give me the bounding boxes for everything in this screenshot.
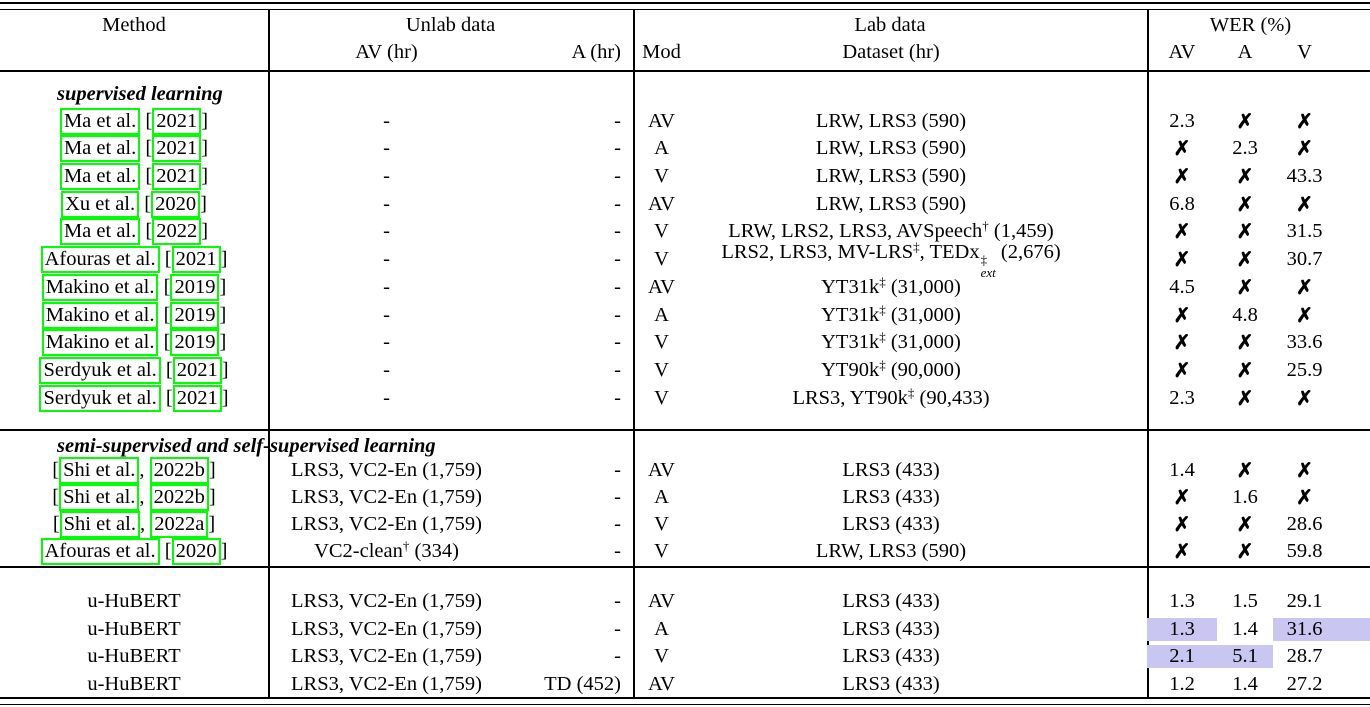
cell-modality: AV [648,673,675,696]
citation-link[interactable]: 2022b [150,457,209,484]
header-group-row [0,12,1370,39]
cell-wer-a: ✗ [1236,249,1254,272]
cell-dataset: LRS3 (433) [842,590,940,613]
cell-modality: AV [648,590,675,613]
cell-unlab-av-hours: - [383,165,390,188]
cell-wer-av: 1.2 [1169,673,1195,696]
cell-dataset: LRS3 (433) [842,645,940,668]
cell-wer-av: 1.4 [1169,459,1195,481]
cell-method: Makino et al. [ 2019 ] [0,329,268,356]
cell-wer-v: 43.3 [1286,165,1323,188]
cell-modality: V [654,513,669,535]
cell-unlab-a-hours: - [614,513,621,535]
cell-wer-v-highlighted: 31.6 [1273,618,1370,641]
section-rule-1 [0,429,1370,431]
table-row [0,238,1370,280]
header-a-hr: A (hr) [571,41,621,63]
cell-modality: AV [648,459,675,481]
table-row [0,538,1370,565]
cell-wer-a: ✗ [1236,541,1254,563]
superscript-marker: ‡ [913,238,920,254]
cell-dataset: LRW, LRS3 (590) [815,137,967,160]
cell-wer-a: ✗ [1236,514,1254,536]
table-row [0,671,1370,699]
table-row [0,135,1370,163]
header-unlab-data: Unlab data [405,14,496,36]
table-row [0,484,1370,511]
section-rule-2 [0,566,1370,568]
sup-sub-annotation: ‡ ext [980,251,996,280]
citation-link[interactable]: Makino et al. [42,302,159,329]
citation-link[interactable]: 2021 [172,246,221,273]
citation-link[interactable]: 2022b [150,484,209,511]
cell-wer-av: ✗ [1173,249,1191,272]
cell-method: Serdyuk et al. [ 2021 ] [0,385,268,412]
cell-unlab-a-hours: - [614,248,621,271]
cell-unlab-av-hours: LRS3, VC2-En (1,759) [291,513,482,535]
cell-wer-v: 28.6 [1286,513,1323,535]
table-row [0,588,1370,616]
citation-link[interactable]: Ma et al. [60,135,140,162]
cell-dataset: YT31k‡ (31,000) [821,329,961,354]
cell-modality: AV [648,275,675,298]
citation-link[interactable]: 2019 [170,302,219,329]
citation-link[interactable]: Ma et al. [60,108,140,135]
citation-link[interactable]: 2021 [152,163,201,190]
cell-method: u-HuBERT [87,590,181,613]
section-title: supervised learning [57,83,223,105]
citation-link[interactable]: Serdyuk et al. [39,385,160,412]
cell-wer-av: ✗ [1173,514,1191,536]
citation-link[interactable]: 2021 [152,108,201,135]
section-title: semi-supervised and self-supervised learning [57,435,436,457]
cell-modality: V [654,386,669,409]
cell-dataset: YT90k‡ (90,000) [821,356,961,381]
cell-wer-a: ✗ [1236,332,1254,355]
citation-link[interactable]: Shi et al. [59,484,139,511]
cell-wer-av: 1.3 [1169,590,1195,613]
cell-modality: V [654,358,669,381]
cell-method: Afouras et al. [ 2021 ] [0,246,268,273]
cell-unlab-av-hours: LRS3, VC2-En (1,759) [291,673,482,696]
cell-modality: AV [648,192,675,215]
cell-unlab-a-hours: - [614,617,621,640]
superscript-marker: † [402,538,410,553]
cell-wer-av: ✗ [1173,166,1191,189]
header-av-hr: AV (hr) [355,41,418,63]
cell-wer-av-highlighted: 1.3 [1147,618,1217,641]
cell-unlab-a-hours: - [614,358,621,381]
cell-unlab-a-hours: - [614,165,621,188]
cell-dataset: YT31k‡ (31,000) [821,301,961,326]
cell-unlab-av-hours: - [383,248,390,271]
cell-method: [ Shi et al. , 2022b ] [0,457,268,484]
table-row [0,107,1370,135]
cell-modality: A [654,617,669,640]
cell-modality: V [654,331,669,354]
table-row [0,616,1370,644]
citation-link[interactable]: Shi et al. [60,511,140,538]
table-row [0,511,1370,538]
cell-wer-av: ✗ [1173,304,1191,327]
cell-wer-av: ✗ [1173,332,1191,355]
header-mod: Mod [642,41,681,63]
cell-wer-av: ✗ [1173,487,1191,509]
cell-wer-a: 1.6 [1232,486,1258,508]
top-rule-1 [0,2,1370,4]
citation-link[interactable]: 2021 [173,385,222,412]
cell-unlab-a-hours: - [614,220,621,243]
cell-wer-a: ✗ [1236,359,1254,382]
cell-wer-a: ✗ [1236,387,1254,410]
cell-wer-a: ✗ [1236,110,1254,133]
cell-wer-a: ✗ [1236,221,1254,244]
cell-wer-av: ✗ [1173,541,1191,563]
cell-modality: V [654,220,669,243]
cell-unlab-av-hours: - [383,275,390,298]
header-columns-row [0,39,1370,66]
cell-method: Makino et al. [ 2019 ] [0,274,268,301]
cell-method: Xu et al. [ 2020 ] [0,191,268,218]
table-row [0,301,1370,329]
cell-method: Afouras et al. [ 2020 ] [0,538,268,565]
cell-wer-v: ✗ [1296,276,1313,299]
cell-wer-av: 4.5 [1169,275,1195,298]
cell-wer-v: ✗ [1296,193,1313,216]
cell-wer-a: 1.4 [1232,617,1258,640]
header-rule [0,70,1370,72]
cell-modality: V [654,540,669,562]
cell-method: [ Shi et al. , 2022a ] [0,511,268,538]
cell-wer-v: ✗ [1296,138,1313,161]
cell-method: Ma et al. [ 2021 ] [0,135,268,162]
table-row [0,274,1370,302]
cell-dataset: LRS3, YT90k‡ (90,433) [792,384,990,409]
table-row [0,163,1370,191]
cell-unlab-av-hours: - [383,220,390,243]
cell-dataset: LRS3 (433) [842,459,940,481]
table-row [0,357,1370,385]
cell-wer-av: ✗ [1173,359,1191,382]
cell-unlab-av-hours: - [383,386,390,409]
cell-wer-v: ✗ [1296,387,1313,410]
cell-method: [ Shi et al. , 2022b ] [0,484,268,511]
cell-unlab-av-hours: LRS3, VC2-En (1,759) [291,617,482,640]
citation-link[interactable]: 2020 [151,191,200,218]
citation-link[interactable]: 2021 [152,135,201,162]
cell-method: u-HuBERT [87,645,181,668]
citation-link[interactable]: Shi et al. [59,457,139,484]
table-row [0,457,1370,484]
cell-wer-a: ✗ [1236,193,1254,216]
table-row [0,384,1370,412]
cell-wer-a: ✗ [1236,460,1254,482]
superscript-marker: ‡ [879,273,886,289]
cell-method: Ma et al. [ 2021 ] [0,163,268,190]
cell-wer-v: 33.6 [1286,331,1323,354]
table-row [0,218,1370,246]
cell-wer-v: 30.7 [1286,248,1323,271]
cell-dataset: LRW, LRS3 (590) [815,540,967,562]
cell-unlab-av-hours: LRS3, VC2-En (1,759) [291,459,482,481]
cell-wer-a: ✗ [1236,166,1254,189]
cell-wer-v: ✗ [1296,487,1313,509]
cell-wer-a: 2.3 [1232,137,1258,160]
cell-unlab-a-hours: TD (452) [544,673,621,696]
citation-link[interactable]: Afouras et al. [41,538,160,565]
cell-method: Makino et al. [ 2019 ] [0,302,268,329]
citation-link[interactable]: Afouras et al. [41,246,160,273]
cell-dataset: LRS3 (433) [842,617,940,640]
cell-method: u-HuBERT [87,617,181,640]
top-rule-2 [0,9,1370,11]
cell-wer-a: 4.8 [1232,303,1258,326]
cell-dataset: LRS3 (433) [842,486,940,508]
cell-modality: A [654,137,669,160]
table-row [0,190,1370,218]
table-row [0,329,1370,357]
cell-modality: A [654,486,669,508]
cell-dataset: LRS3 (433) [842,673,940,696]
table-row [0,643,1370,671]
cell-unlab-av-hours: - [383,109,390,132]
cell-wer-a: ✗ [1236,276,1254,299]
cell-unlab-a-hours: - [614,590,621,613]
header-wer-a: A [1237,41,1253,63]
bottom-rule-2 [0,704,1370,706]
superscript-marker: ‡ [879,301,886,317]
cell-wer-v: 29.1 [1286,590,1323,613]
cell-wer-av: 6.8 [1169,192,1195,215]
cell-wer-a: 1.5 [1232,590,1258,613]
header-wer-v: V [1297,41,1312,63]
cell-unlab-a-hours: - [614,192,621,215]
cell-modality: V [654,645,669,668]
cell-wer-av-highlighted: 2.1 [1147,645,1217,668]
cell-unlab-a-hours: - [614,137,621,160]
citation-link[interactable]: 2022a [150,511,208,538]
cell-dataset: LRW, LRS2, LRS3, AVSpeech† (1,459) [728,218,1054,243]
header-method: Method [102,14,166,36]
cell-wer-v: ✗ [1296,110,1313,133]
cell-unlab-a-hours: - [614,486,621,508]
cell-wer-v: 59.8 [1286,540,1323,562]
citation-link[interactable]: Serdyuk et al. [39,357,160,384]
cell-dataset: YT31k‡ (31,000) [821,273,961,298]
cell-unlab-av-hours: - [383,303,390,326]
citation-link[interactable]: Makino et al. [42,329,159,356]
citation-link[interactable]: 2019 [170,329,219,356]
header-wer-av: AV [1168,41,1196,63]
citation-link[interactable]: 2022 [152,218,201,245]
cell-wer-a-highlighted: 5.1 [1217,645,1273,668]
cell-wer-v: ✗ [1296,304,1313,327]
cell-modality: V [654,165,669,188]
cell-dataset: LRW, LRS3 (590) [815,192,967,215]
cell-unlab-av-hours: - [383,331,390,354]
header-wer: WER (%) [1209,14,1292,36]
cell-method: Ma et al. [ 2021 ] [0,108,268,135]
cell-unlab-av-hours: - [383,358,390,381]
superscript-marker: ‡ [879,356,886,372]
cell-method: Serdyuk et al. [ 2021 ] [0,357,268,384]
cell-wer-v: 31.5 [1286,220,1323,243]
cell-wer-v: 27.2 [1286,673,1323,696]
cell-unlab-a-hours: - [614,645,621,668]
cell-unlab-a-hours: - [614,275,621,298]
cell-unlab-av-hours: LRS3, VC2-En (1,759) [291,590,482,613]
cell-unlab-a-hours: - [614,331,621,354]
cell-wer-v: 25.9 [1286,358,1323,381]
cell-wer-av: 2.3 [1169,386,1195,409]
cell-dataset: LRS3 (433) [842,513,940,535]
cell-wer-a: 1.4 [1232,673,1258,696]
cell-dataset: LRW, LRS3 (590) [815,165,967,188]
cell-unlab-a-hours: - [614,459,621,481]
cell-method: u-HuBERT [87,673,181,696]
cell-modality: V [654,248,669,271]
superscript-marker: ‡ [879,329,886,345]
cell-modality: AV [648,109,675,132]
cell-unlab-a-hours: - [614,540,621,562]
cell-unlab-a-hours: - [614,109,621,132]
cell-dataset: LRW, LRS3 (590) [815,109,967,132]
cell-method: Ma et al. [ 2022 ] [0,218,268,245]
cell-wer-v: ✗ [1296,460,1313,482]
cell-unlab-a-hours: - [614,303,621,326]
superscript-marker: † [982,218,989,234]
citation-link[interactable]: 2020 [172,538,221,565]
cell-unlab-av-hours: LRS3, VC2-En (1,759) [291,645,482,668]
header-dataset: Dataset (hr) [842,41,940,63]
cell-wer-av: ✗ [1173,221,1191,244]
cell-unlab-av-hours: LRS3, VC2-En (1,759) [291,486,482,508]
citation-link[interactable]: Ma et al. [60,163,140,190]
citation-link[interactable]: Ma et al. [60,218,140,245]
cell-unlab-av-hours: VC2-clean† (334) [314,538,459,562]
cell-dataset: LRS2, LRS3, MV-LRS‡, TEDx ‡ ext (2,676) [721,238,1061,280]
citation-link[interactable]: Makino et al. [42,274,159,301]
cell-wer-v: 28.7 [1286,645,1323,668]
citation-link[interactable]: 2019 [170,274,219,301]
cell-unlab-av-hours: - [383,192,390,215]
cell-unlab-av-hours: - [383,137,390,160]
cell-modality: A [654,303,669,326]
citation-link[interactable]: Xu et al. [61,191,139,218]
cell-wer-av: ✗ [1173,138,1191,161]
cell-wer-av: 2.3 [1169,109,1195,132]
citation-link[interactable]: 2021 [173,357,222,384]
cell-unlab-a-hours: - [614,386,621,409]
superscript-marker: ‡ [907,384,915,400]
header-lab-data: Lab data [854,14,926,36]
